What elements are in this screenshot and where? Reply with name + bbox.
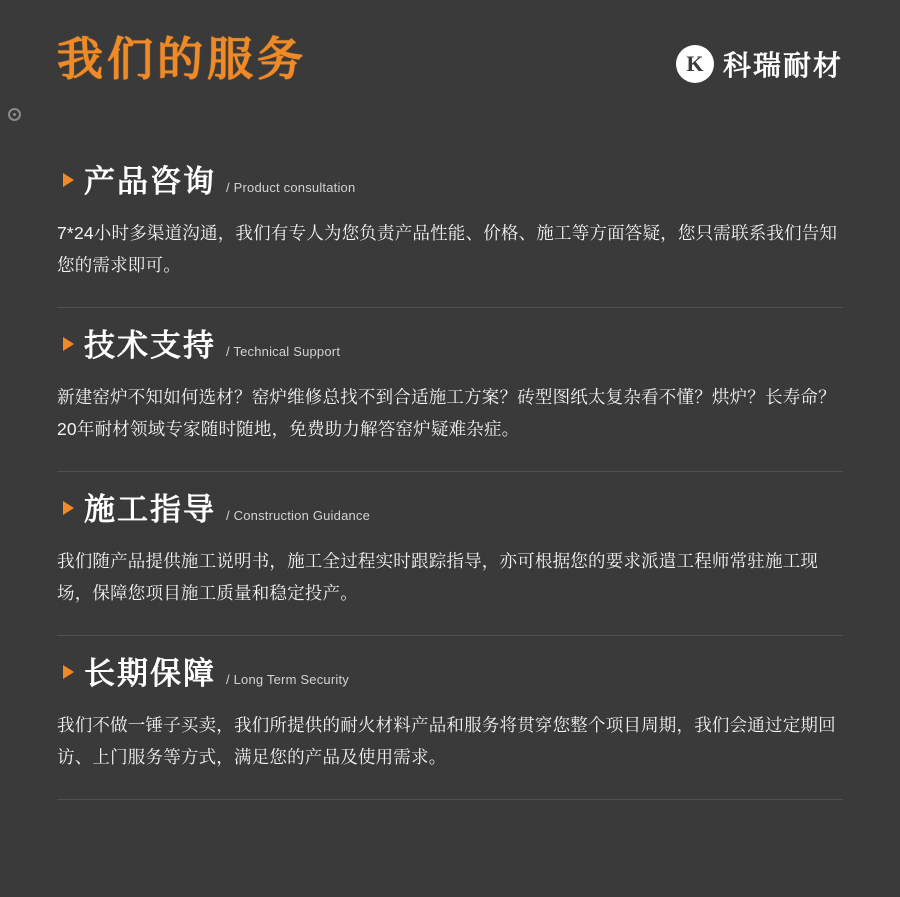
section-subtitle: / Product consultation: [226, 180, 356, 195]
section-subtitle: / Long Term Security: [226, 672, 349, 687]
brand-name: 科瑞耐材: [722, 50, 843, 81]
section-header: [57, 658, 843, 689]
section-title: 产品咨询: [84, 164, 216, 199]
section-body: 新建窑炉不知如何选材？窑炉维修总找不到合适施工方案？砖型图纸太复杂看不懂？烘炉？长寿命？20年耐材领域专家随时随地，免费助力解答窑炉疑难杂症。: [57, 387, 836, 439]
section-title: 技术支持: [84, 328, 216, 363]
section-subtitle: / Construction Guidance: [226, 508, 371, 523]
section-body: 我们不做一锤子买卖，我们所提供的耐火材料产品和服务将贯穿您整个项目周期，我们会通过定期回访、上门服务等方式，满足您的产品及使用需求。: [57, 715, 836, 767]
section-header: [57, 166, 843, 197]
triangle-right-icon: [63, 501, 74, 515]
service-sections: [57, 144, 843, 800]
triangle-right-icon: [63, 337, 74, 351]
brand-mark-letter: K: [686, 51, 704, 76]
brand-mark-icon: [676, 45, 714, 83]
decorative-circle-icon: [8, 108, 21, 121]
triangle-right-icon: [63, 665, 74, 679]
service-section-product-consultation: [57, 144, 843, 307]
section-body: 我们随产品提供施工说明书，施工全过程实时跟踪指导，亦可根据您的要求派遣工程师常驻施工现场，保障您项目施工质量和稳定投产。: [57, 551, 819, 603]
triangle-right-icon: [63, 173, 74, 187]
section-header: [57, 330, 843, 361]
service-section-long-term-security: [57, 635, 843, 800]
section-header: [57, 494, 843, 525]
page-header: [57, 0, 843, 120]
section-title: 长期保障: [84, 656, 216, 691]
section-title: 施工指导: [84, 492, 216, 527]
section-body: 7*24小时多渠道沟通，我们有专人为您负责产品性能、价格、施工等方面答疑，您只需联系我们告知您的需求即可。: [57, 223, 838, 275]
service-section-construction-guidance: [57, 471, 843, 635]
section-subtitle: / Technical Support: [226, 344, 341, 359]
page-title: 我们的服务: [57, 33, 307, 85]
service-section-technical-support: [57, 307, 843, 471]
brand-logo: [676, 44, 843, 84]
